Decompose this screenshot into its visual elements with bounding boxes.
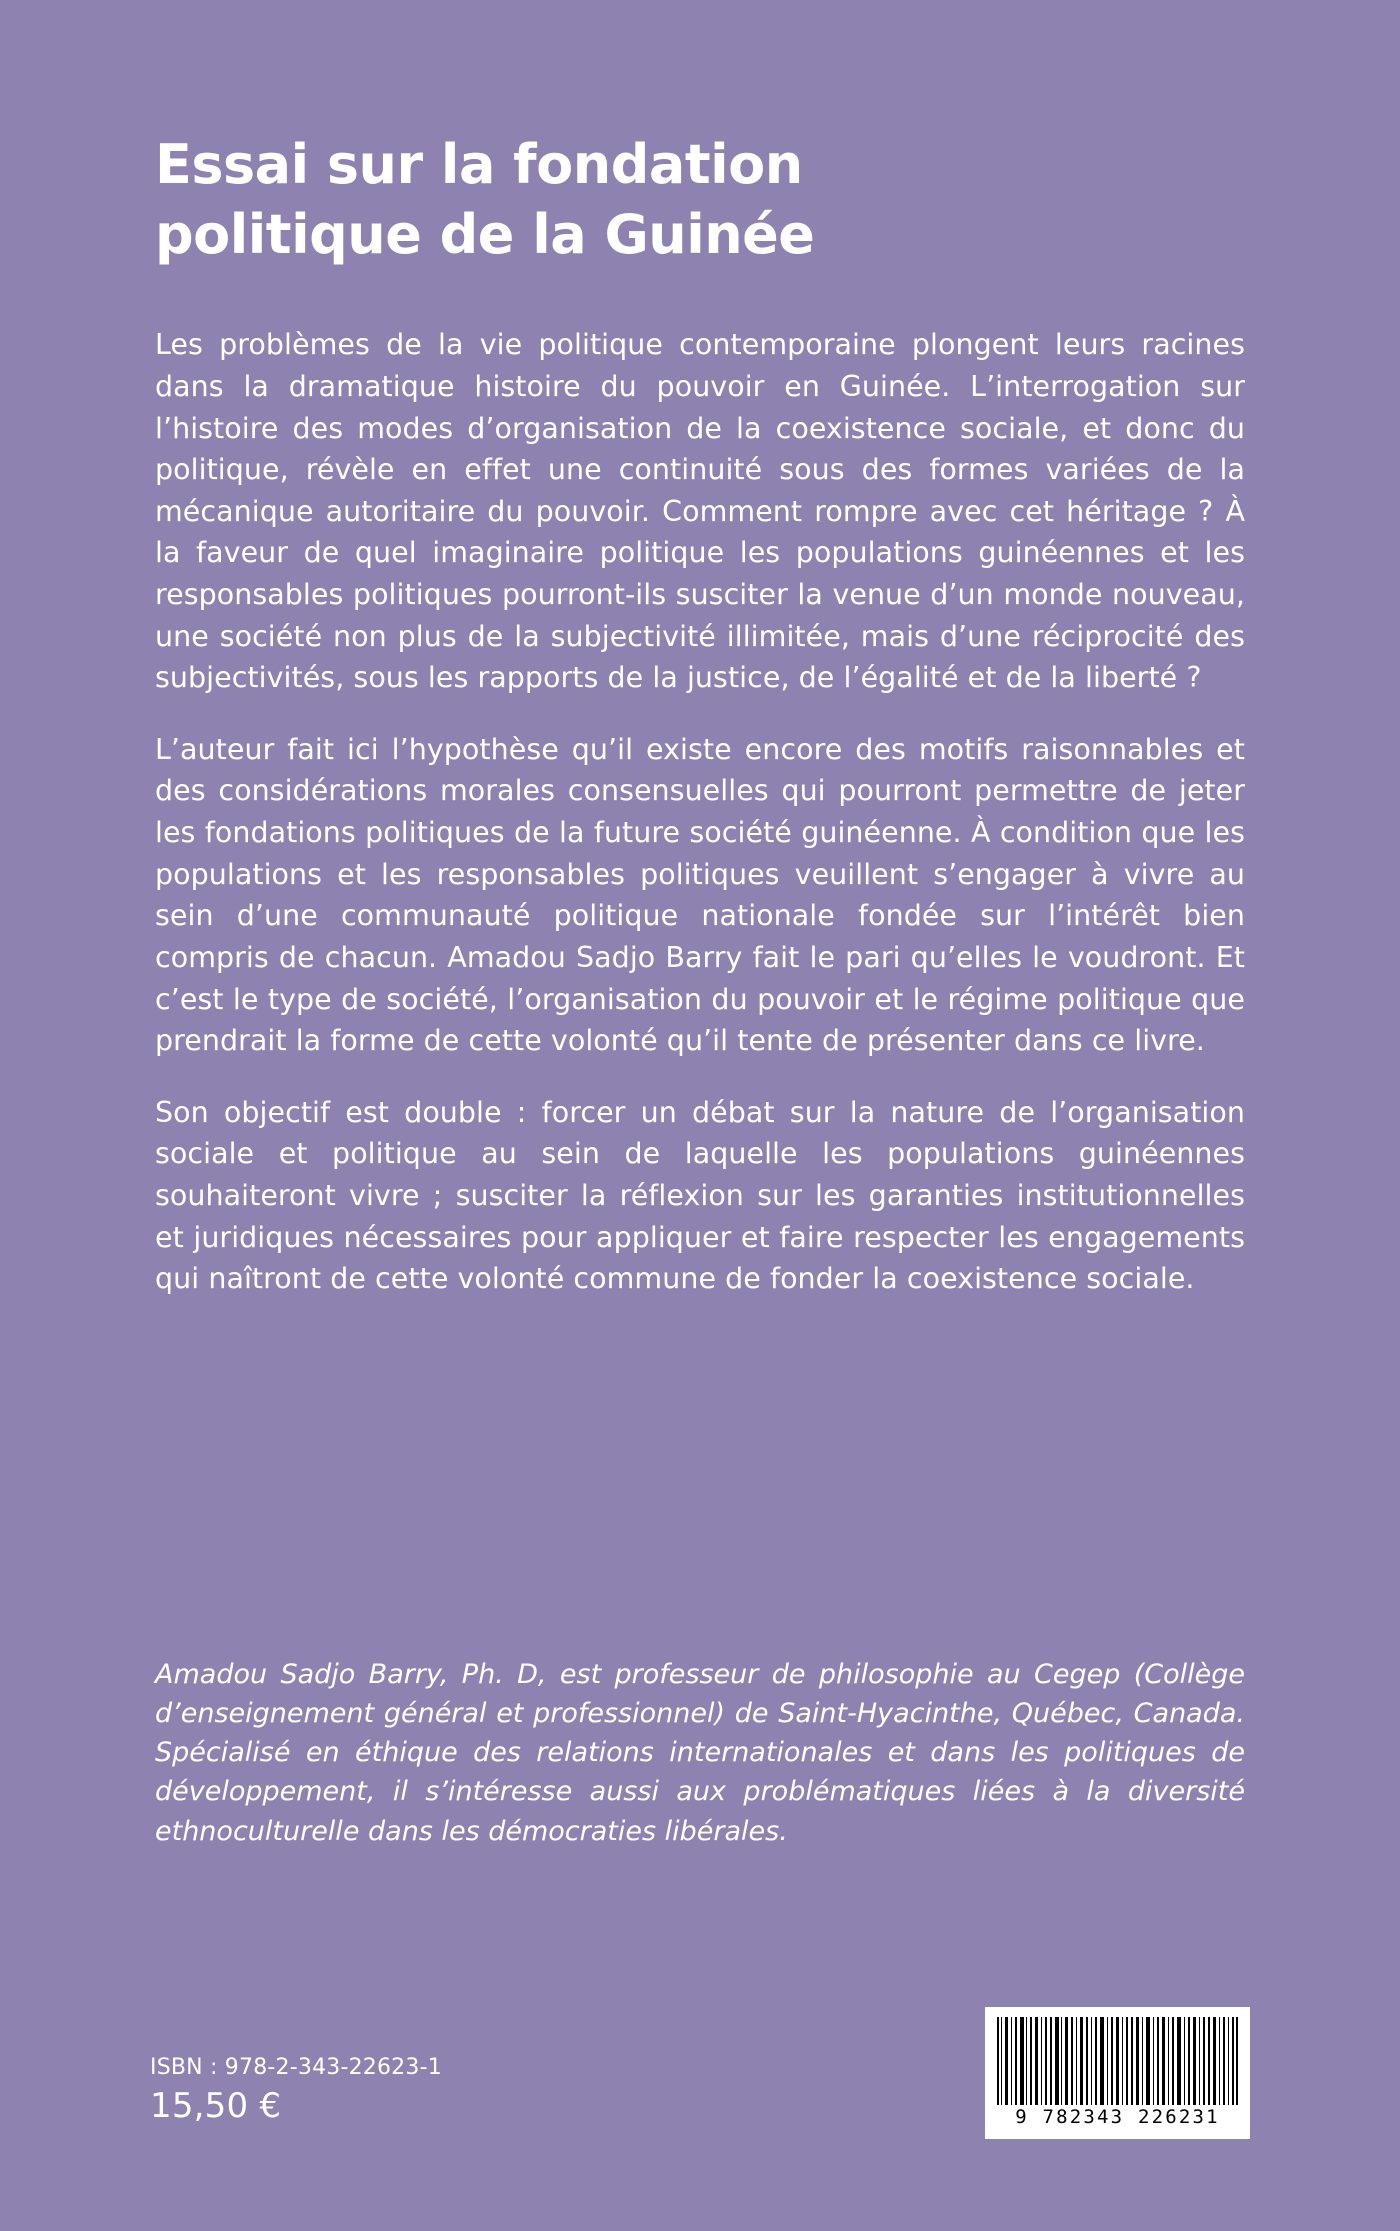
author-bio: Amadou Sadjo Barry, Ph. D, est professeur de philosophie au Cegep (Collège d’enseignement général et professionnel) de Saint-Hyacinthe, Québec, Canada. Spécialisé en éthique des relations internationales et dans les politiques de développement, il s’intéresse aussi aux problématiques liées à la diversité ethnoculturelle dans les démocraties libérales. — [155, 1659, 1245, 1847]
barcode — [985, 2007, 1250, 2139]
blurb-paragraph-2: L’auteur fait ici l’hypothèse qu’il existe encore des motifs raisonnables et des considérations morales consensuelles qui pourront permettre de jeter les fondations politiques de la future société guinéenne. À condition que les populations et les responsables politiques veuillent s’engager à vivre au sein d’une communauté politique nationale fondée sur l’intérêt bien compris de chacun. Amadou Sadjo Barry fait le pari qu’elles le voudront. Et c’est le type de société, l’organisation du pouvoir et le régime politique que prendrait la forme de cette volonté qu’il tente de présenter dans ce livre. — [155, 732, 1245, 1058]
cover-content — [155, 130, 1245, 1300]
barcode-digits: 9 782343 226231 — [1015, 2106, 1220, 2128]
page-title: Essai sur la fondation politique de la Guinée — [155, 133, 815, 267]
blurb-paragraph-1: Les problèmes de la vie politique contemporaine plongent leurs racines dans la dramatique histoire du pouvoir en Guinée. L’interrogation sur l’histoire des modes d’organisation de la coexistence sociale, et donc du politique, révèle en effet une continuité sous des formes variées de la mécanique autoritaire du pouvoir. Comment rompre avec cet héritage ? À la faveur de quel imaginaire politique les populations guinéennes et les responsables politiques pourront-ils susciter la venue d’un monde nouveau, une société non plus de la subjectivité illimitée, mais d’une réciprocité des subjectivités, sous les rapports de la justice, de l’égalité et de la liberté ? — [155, 328, 1245, 695]
blurb-paragraph-3: Son objectif est double : forcer un débat sur la nature de l’organisation sociale et politique au sein de laquelle les populations guinéennes souhaiteront vivre ; susciter la réflexion sur les garanties institutionnelles et juridiques nécessaires pour appliquer et faire respecter les engagements qui naîtront de cette volonté commune de fonder la coexistence sociale. — [155, 1095, 1245, 1296]
author-bio-block — [155, 1655, 1245, 1851]
isbn-text: ISBN : 978-2-343-22623-1 — [150, 2055, 442, 2080]
isbn-price-block — [150, 2055, 442, 2126]
cover-footer — [0, 1971, 1400, 2231]
price-text: 15,50 € — [150, 2086, 282, 2126]
barcode-bars-icon — [997, 2017, 1238, 2105]
